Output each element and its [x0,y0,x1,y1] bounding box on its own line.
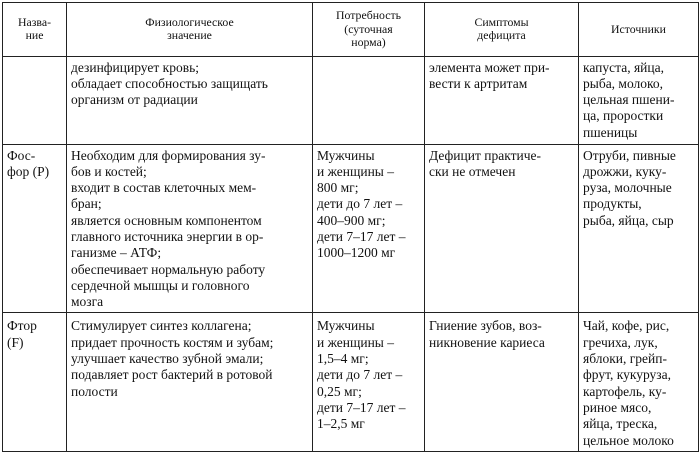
text-line: дети 7–17 лет – [317,228,406,244]
header-need [313,3,425,57]
text-line: подавляет рост бактерий в ротовой [71,367,273,383]
table-header-row [3,3,699,57]
text-line: рыба, молоко, [583,75,664,91]
text-line: ние [25,28,44,43]
text-line: Стимулирует синтез коллагена; [71,318,252,334]
text-line: мозга [71,294,104,310]
text-line: фрут, кукуруза, [583,367,671,383]
text-line: 1,5–4 мг; [317,351,369,367]
text-line: Потребность [336,8,401,22]
text-line: организм от радиации [71,92,198,108]
text-line: яйца, треска, [583,416,658,432]
cell-sources [579,56,699,144]
text-line: 1–2,5 мг [317,416,365,432]
text-line: Необходим для формирования зу- [71,147,266,163]
text-line: вести к артритам [429,75,528,91]
text-line: элемента может при- [429,59,550,75]
text-line: цельное молоко [583,432,674,448]
text-line: риное мясо, [583,399,652,415]
text-line: 400–900 мг; [317,212,386,228]
table-row [3,56,699,144]
cell-sources [579,144,699,313]
header-name [3,3,67,57]
text-line: яблоки, грейп- [583,351,667,367]
text-line: Дефицит практиче- [429,147,541,163]
cell-need [313,313,425,451]
header-deficit [425,3,579,57]
text-line: фор (P) [7,163,50,179]
text-line: дезинфицирует кровь; [71,59,199,75]
cell-name [3,56,67,144]
text-line: (F) [7,334,24,350]
text-line: дефицита [477,28,526,43]
cell-need [313,144,425,313]
text-line: (суточная [344,21,393,36]
text-line: улучшает качество зубной эмали; [71,351,264,367]
table-row [3,313,699,451]
text-line: Симптомы [474,14,529,29]
cell-function [67,313,313,451]
text-line: бов и костей; [71,163,147,179]
text-line: Мужчины [317,318,375,334]
text-line: картофель, ку- [583,383,667,399]
text-line: 800 мг; [317,180,359,196]
text-line: дрожжи, куку- [583,163,667,179]
text-line: продукты, [583,196,642,212]
cell-name [3,313,67,451]
text-line: ганизме – АТФ; [71,245,162,261]
text-line: цельная пшени- [583,92,675,108]
text-line: пшеницы [583,124,638,140]
text-line: и женщины – [317,334,395,350]
text-line: обладает способностью защищать [71,75,268,91]
text-line: является основным компонентом [71,212,262,228]
text-line: никновение кариеса [429,334,545,350]
text-line: ски не отмечен [429,163,516,179]
text-line: Мужчины [317,147,375,163]
text-line: Назва- [18,14,51,29]
cell-function [67,56,313,144]
cell-name [3,144,67,313]
table-row [3,144,699,313]
text-line: Физиологическое [145,14,234,29]
text-line: бран; [71,196,102,212]
cell-sources [579,313,699,451]
text-line: входит в состав клеточных мем- [71,180,257,196]
header-sources [579,3,699,57]
text-line: сердечной мышцы и головного [71,277,250,293]
text-line: Гниение зубов, воз- [429,318,542,334]
text-line: полости [71,383,118,399]
cell-deficit [425,56,579,144]
text-line: капуста, яйца, [583,59,664,75]
text-line: придает прочность костям и зубам; [71,334,274,350]
text-line: дети 7–17 лет – [317,399,406,415]
text-line: главного источника энергии в ор- [71,228,264,244]
text-line: Источники [611,21,666,36]
text-line: дети до 7 лет – [317,196,403,212]
cell-function [67,144,313,313]
text-line: ца, проростки [583,108,664,124]
cell-need [313,56,425,144]
nutrients-table [2,2,699,452]
text-line: дети до 7 лет – [317,367,403,383]
text-line: обеспечивает нормальную работу [71,261,266,277]
cell-deficit [425,313,579,451]
text-line: и женщины – [317,163,395,179]
text-line: руза, молочные [583,180,672,196]
cell-deficit [425,144,579,313]
text-line: Чай, кофе, рис, [583,318,670,334]
text-line: гречиха, лук, [583,334,658,350]
text-line: значение [167,28,212,43]
text-line: Отруби, пивные [583,147,676,163]
text-line: Фтор [7,318,37,334]
text-line: рыба, яйца, сыр [583,212,674,228]
text-line: 0,25 мг; [317,383,362,399]
text-line: Фос- [7,147,36,163]
header-function [67,3,313,57]
text-line: 1000–1200 мг [317,245,396,261]
text-line: норма) [351,35,386,49]
